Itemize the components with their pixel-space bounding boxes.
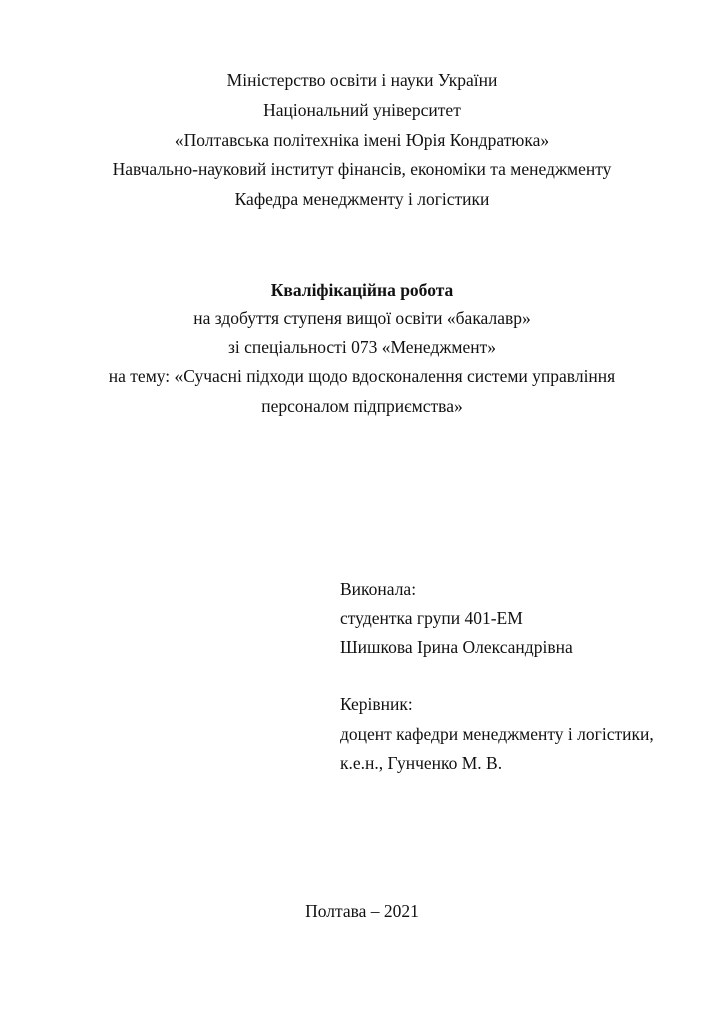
- supervisor-name: к.е.н., Гунченко М. В.: [340, 753, 503, 773]
- university-name-line: «Полтавська політехніка імені Юрія Кондратюка»: [174, 130, 550, 150]
- ministry-line: Міністерство освіти і науки України: [226, 70, 498, 90]
- topic-line-2: персоналом підприємства»: [261, 396, 463, 416]
- institute-line: Навчально-науковий інститут фінансів, економіки та менеджменту: [112, 159, 612, 179]
- university-line: Національний університет: [263, 100, 461, 120]
- department-line: Кафедра менеджменту і логістики: [234, 189, 490, 209]
- place-year: Полтава – 2021: [305, 901, 419, 921]
- work-title: Кваліфікаційна робота: [270, 280, 454, 300]
- supervisor-label: Керівник:: [340, 694, 413, 714]
- author-label: Виконала:: [340, 579, 417, 599]
- degree-line: на здобуття ступеня вищої освіти «бакалавр»: [193, 308, 531, 328]
- author-name: Шишкова Ірина Олександрівна: [340, 637, 573, 657]
- topic-line-1: на тему: «Сучасні підходи щодо вдосконалення системи управління: [108, 366, 616, 386]
- author-group: студентка групи 401-ЕМ: [340, 608, 523, 628]
- supervisor-position: доцент кафедри менеджменту і логістики,: [340, 724, 654, 744]
- specialty-line: зі спеціальності 073 «Менеджмент»: [227, 337, 497, 357]
